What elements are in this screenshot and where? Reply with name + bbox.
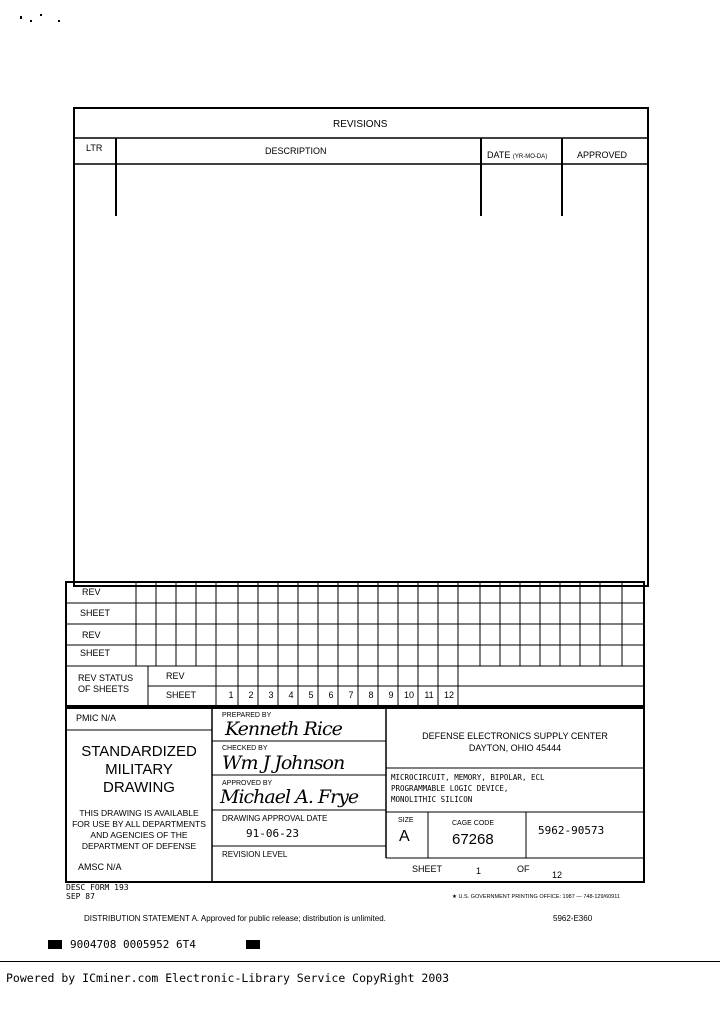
sheet-number: 2 bbox=[248, 690, 254, 700]
sheet-number: 5 bbox=[308, 690, 314, 700]
drawing-number: 5962-90573 bbox=[538, 824, 605, 837]
barcode-block-left bbox=[48, 940, 62, 949]
approved-by-signature: Michael A. Frye bbox=[220, 786, 359, 808]
col-ltr: LTR bbox=[86, 143, 103, 153]
device-title: MICROCIRCUIT, MEMORY, BIPOLAR, ECL PROGRAMMABLE LOGIC DEVICE, MONOLITHIC SILICON bbox=[391, 773, 545, 804]
size-value: A bbox=[399, 828, 410, 845]
sheet-number: 8 bbox=[368, 690, 374, 700]
rev-status-label: REV STATUS bbox=[78, 673, 134, 683]
sheet-value: 1 bbox=[476, 866, 482, 876]
scan-speckles bbox=[20, 14, 60, 22]
rev-label: REV bbox=[166, 671, 185, 681]
sheet-number: 9 bbox=[388, 690, 394, 700]
drawing-approval-date-label: DRAWING APPROVAL DATE bbox=[222, 814, 328, 823]
sheet-row-2-label: SHEET bbox=[80, 608, 111, 618]
col-date: DATE (YR-MO-DA) bbox=[487, 150, 548, 160]
sheet-number: 10 bbox=[403, 690, 414, 700]
of-sheets-label: OF SHEETS bbox=[78, 684, 130, 694]
agency-block: DEFENSE ELECTRONICS SUPPLY CENTER DAYTON, OHIO 45444 bbox=[422, 731, 608, 753]
col-description: DESCRIPTION bbox=[265, 146, 327, 156]
sheet-number: 11 bbox=[424, 690, 434, 700]
checked-by-signature: Wm J Johnson bbox=[222, 752, 345, 774]
amsc-label: AMSC N/A bbox=[78, 862, 122, 872]
size-label: SIZE bbox=[398, 817, 414, 824]
revision-level-label: REVISION LEVEL bbox=[222, 850, 288, 859]
rev-row-3-label: REV bbox=[82, 630, 101, 640]
standardized-military-drawing-title: STANDARDIZED MILITARY DRAWING bbox=[81, 743, 197, 796]
cage-code-value: 67268 bbox=[452, 831, 494, 848]
sheet-number: 3 bbox=[268, 690, 274, 700]
cage-code-label: CAGE CODE bbox=[452, 820, 495, 827]
checked-by-label: CHECKED BY bbox=[222, 745, 268, 752]
gpo-imprint: ★ U.S. GOVERNMENT PRINTING OFFICE: 1987 — 748-129/60911 bbox=[452, 894, 620, 900]
desc-form-id: DESC FORM 193 SEP 87 bbox=[66, 883, 129, 901]
distribution-statement: DISTRIBUTION STATEMENT A. Approved for public release; distribution is unlimited. bbox=[84, 914, 386, 923]
sheet-number: 7 bbox=[348, 690, 354, 700]
barcode-text: 9004708 0005952 6T4 bbox=[70, 938, 196, 951]
availability-statement: THIS DRAWING IS AVAILABLE FOR USE BY ALL DEPARTMENTS AND AGENCIES OF THE DEPARTMENT OF DEFENSE bbox=[72, 808, 206, 851]
of-label: OF bbox=[517, 864, 530, 874]
col-approved: APPROVED bbox=[577, 150, 628, 160]
sheet-number: 1 bbox=[228, 690, 234, 700]
drawing-approval-date: 91-06-23 bbox=[246, 827, 299, 840]
fsc-code: 5962-E360 bbox=[553, 914, 593, 923]
of-value: 12 bbox=[552, 870, 563, 880]
sheet-number: 12 bbox=[443, 690, 454, 700]
footer-divider bbox=[0, 961, 720, 962]
sheet-row-4-label: SHEET bbox=[80, 648, 111, 658]
prepared-by-label: PREPARED BY bbox=[222, 712, 272, 719]
sheet-label: SHEET bbox=[166, 690, 197, 700]
sheet-label-footer: SHEET bbox=[412, 864, 443, 874]
approved-by-label: APPROVED BY bbox=[222, 780, 273, 787]
rev-row-1-label: REV bbox=[82, 587, 101, 597]
prepared-by-signature: Kenneth Rice bbox=[225, 718, 342, 740]
sheet-number: 4 bbox=[288, 690, 294, 700]
revisions-title: REVISIONS bbox=[333, 119, 388, 130]
pmic-label: PMIC N/A bbox=[76, 713, 117, 723]
sheet-number: 6 bbox=[328, 690, 334, 700]
footer-text: Powered by ICminer.com Electronic-Library Service CopyRight 2003 bbox=[6, 971, 450, 985]
barcode-block-right bbox=[246, 940, 260, 949]
